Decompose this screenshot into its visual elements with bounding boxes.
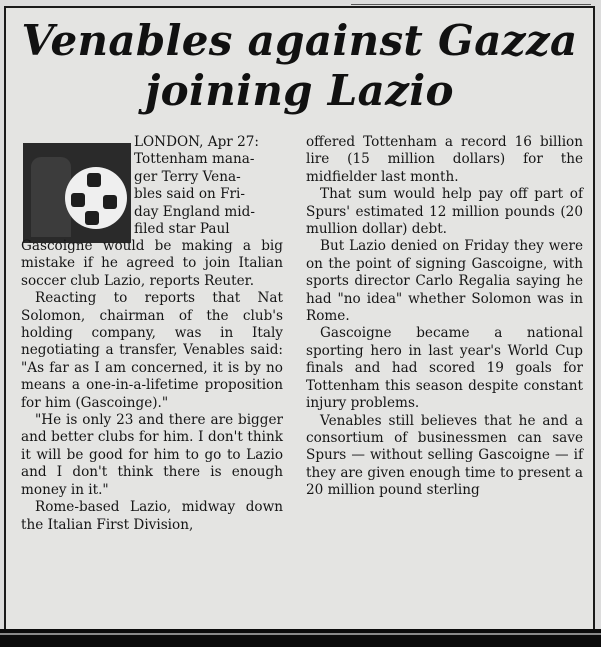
column-2 <box>306 134 583 500</box>
article-frame <box>4 6 595 631</box>
paragraph: Gascoigne would be making a big mistake if he agreed to join Italian soccer club Lazio, reports Reuter. <box>21 238 283 289</box>
paragraph: Rome-based Lazio, midway down the Italian First Division, <box>21 499 283 533</box>
paragraph: That sum would help pay off part of Spurs' estimated 12 million pounds (20 mullion dollar) debt. <box>306 186 583 238</box>
lead-line: ger Terry Vena- <box>134 168 241 185</box>
paragraph: Reacting to reports that Nat Solomon, chairman of the club's holding company, was in Italy negotiating a transfer, Venables said: "As far as I am concerned, it is by no means a one-in-a-lifetime proposition for him (Gascoinge)." <box>21 290 283 411</box>
ball-patch <box>87 173 101 187</box>
headline-line-2: joining Lazio <box>145 66 454 115</box>
lead-line: LONDON, Apr 27: <box>134 134 259 150</box>
paragraph: "He is only 23 and there are bigger and better clubs for him. I don't think it will be good for him to go to Lazio and I don't think there is enough money in it." <box>21 412 283 498</box>
bottom-edge <box>0 629 601 647</box>
ball-patch <box>71 193 85 207</box>
paragraph: offered Tottenham a record 16 billion lire (15 million dollars) for the midfielder last month. <box>306 134 583 185</box>
lead-line: day England mid- <box>134 203 255 220</box>
divider <box>0 633 601 635</box>
soccer-ball-photo <box>23 143 131 243</box>
paragraph: Venables still believes that he and a consortium of businessmen can save Spurs — without selling Gascoigne — if they are given enough time to present a 20 million pound sterling <box>306 412 583 499</box>
lead-line: Tottenham mana- <box>134 151 255 168</box>
soccer-ball-icon <box>65 167 127 229</box>
paragraph: Gascoigne became a national sporting hero in last year's World Cup finals and had scored 19 goals for Tottenham this season despite constant injury problems. <box>306 325 583 412</box>
ball-patch <box>85 211 99 225</box>
paragraph: But Lazio denied on Friday they were on the point of signing Gascoigne, with sports director Carlo Regalia saying he had "no idea" whether Solomon was in Rome. <box>306 238 583 325</box>
ball-patch <box>103 195 117 209</box>
column-1 <box>21 238 283 534</box>
lead-paragraph <box>134 134 283 238</box>
headline <box>6 16 593 116</box>
lead-line: bles said on Fri- <box>134 186 245 203</box>
headline-line-1: Venables against Gazza <box>21 16 578 65</box>
cut-fragment <box>351 0 591 5</box>
lead-line: filed star Paul <box>134 221 230 238</box>
